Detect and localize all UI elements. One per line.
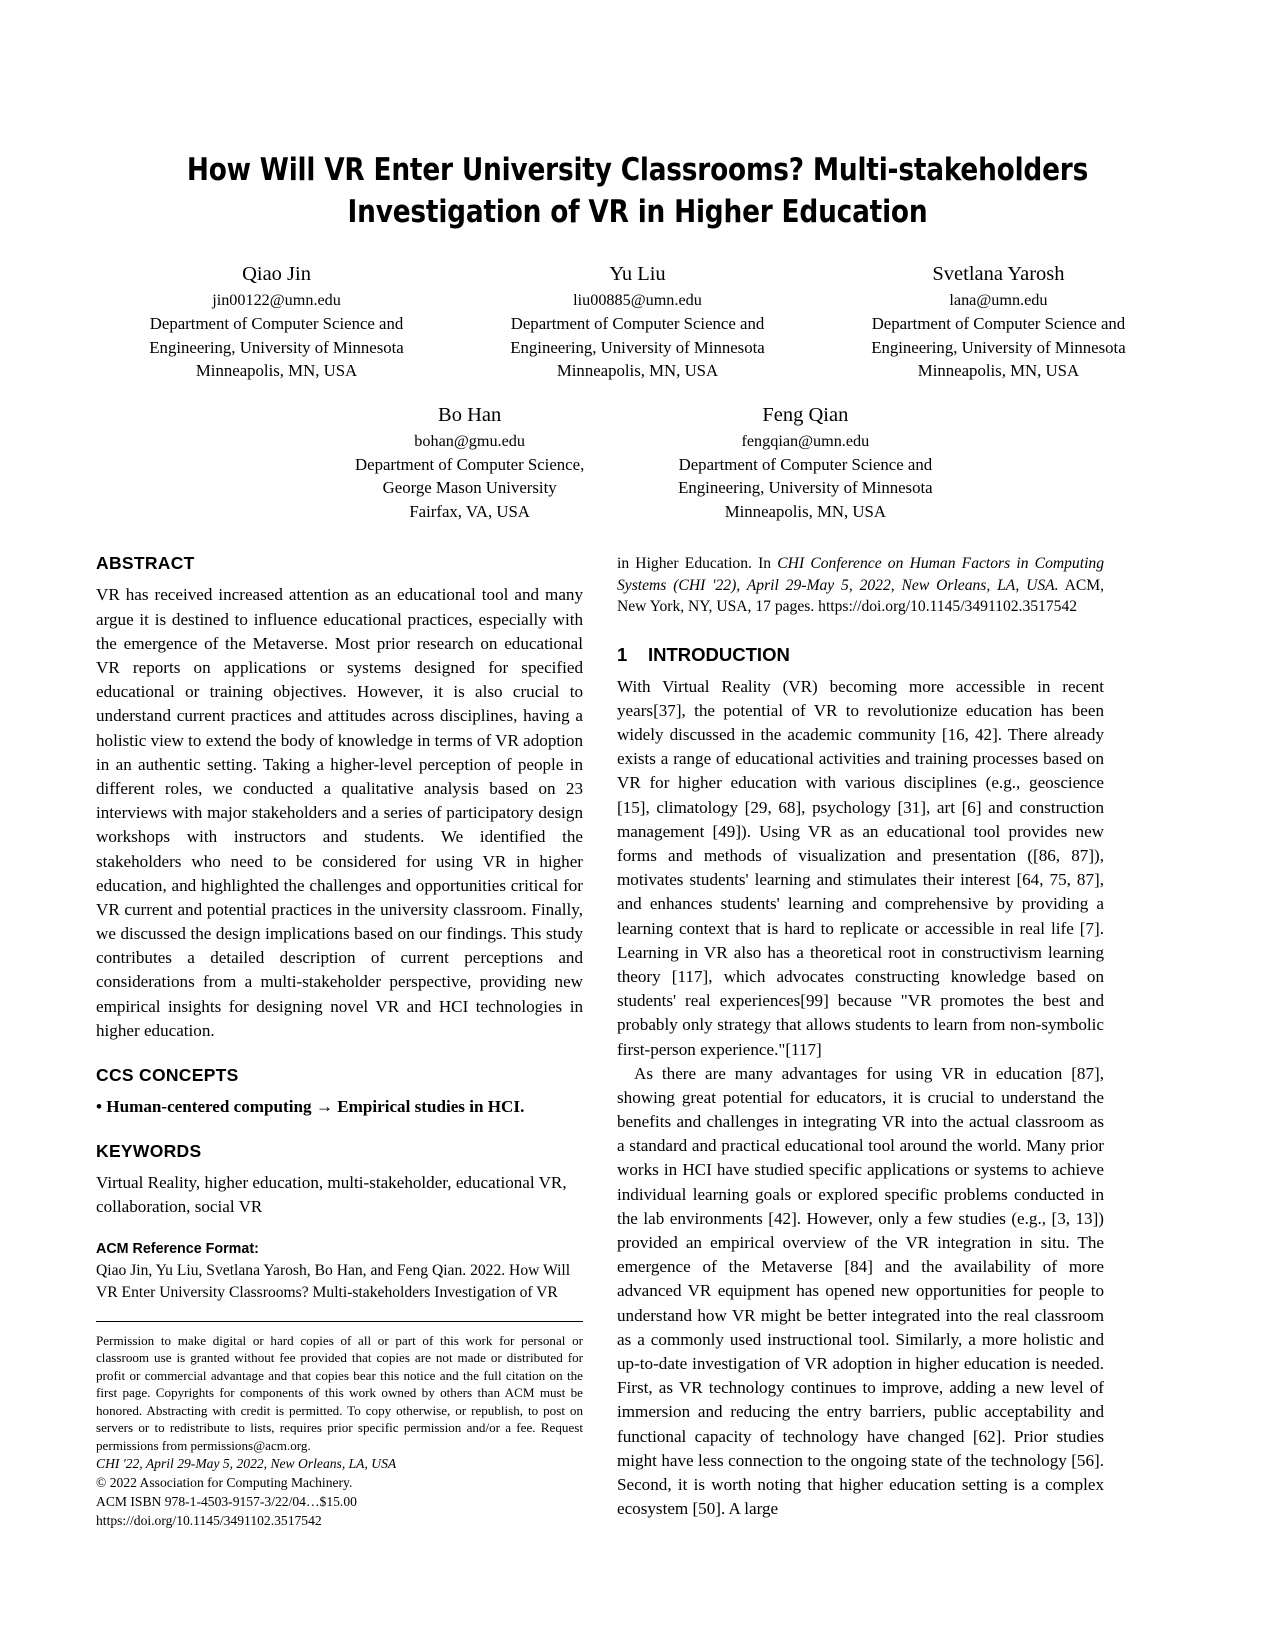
author-row-first xyxy=(96,260,1179,383)
ccs-subconcept: Empirical studies in HCI xyxy=(337,1097,521,1116)
author-block xyxy=(638,401,974,524)
acm-reference-text: Qiao Jin, Yu Liu, Svetlana Yarosh, Bo Han, and Feng Qian. 2022. How Will VR Enter University Classrooms? Multi-stakeholders Investigation of VR xyxy=(96,1262,571,1301)
ccs-concepts-line xyxy=(96,1095,583,1119)
body-columns xyxy=(96,553,1179,1530)
permission-notice: Permission to make digital or hard copies of all or part of this work for personal or classroom use is granted without fee provided that copies are not made or distributed for profit or commercial advantage and that copies bear this notice and the full citation on the first page. Copyrights for components of this work owned by others than ACM must be honored. Abstracting with credit is permitted. To copy otherwise, or republish, to post on servers or to redistribute to lists, requires prior specific permission and/or a fee. Request permissions from permissions@acm.org. xyxy=(96,1332,583,1453)
citation-prefix: in Higher Education. In xyxy=(617,555,778,573)
isbn-line: ACM ISBN 978-1-4503-9157-3/22/04…$15.00 xyxy=(96,1494,357,1510)
author-name: Bo Han xyxy=(438,403,502,426)
author-block xyxy=(302,401,638,524)
author-block xyxy=(96,260,457,383)
author-email[interactable]: liu00885@umn.edu xyxy=(573,291,702,310)
ccs-arrow-icon: → xyxy=(315,1097,333,1116)
right-column xyxy=(617,553,1104,1530)
author-affiliation-line: Department of Computer Science and xyxy=(510,314,765,334)
author-affiliation-line: Department of Computer Science and xyxy=(871,314,1126,334)
citation-venue: CHI Conference on Human Factors in Computing Systems (CHI '22), April 29-May 5, 2022, New Orleans, LA, USA. xyxy=(617,555,1104,594)
copyright-line: © 2022 Association for Computing Machinery. xyxy=(96,1475,353,1491)
author-email[interactable]: jin00122@umn.edu xyxy=(212,291,341,310)
author-email[interactable]: fengqian@umn.edu xyxy=(741,431,870,450)
author-affiliation-line: Department of Computer Science, xyxy=(355,454,585,474)
author-affiliation-line: Minneapolis, MN, USA xyxy=(724,501,886,521)
conference-line: CHI '22, April 29-May 5, 2022, New Orleans, LA, USA xyxy=(96,1456,397,1472)
author-affiliation-line: Engineering, University of Minnesota xyxy=(678,478,933,498)
left-column xyxy=(96,553,583,1530)
author-affiliation-line: Department of Computer Science and xyxy=(149,314,404,334)
section-title: INTRODUCTION xyxy=(648,643,790,665)
abstract-heading: ABSTRACT xyxy=(96,553,195,574)
author-block xyxy=(457,260,818,383)
ccs-concepts-heading: CCS CONCEPTS xyxy=(96,1065,239,1085)
page-title xyxy=(160,150,1115,234)
doi-link[interactable]: https://doi.org/10.1145/3491102.3517542 xyxy=(96,1513,322,1529)
ccs-concept: Human-centered computing xyxy=(106,1097,312,1116)
keywords-heading: KEYWORDS xyxy=(96,1141,202,1162)
introduction-heading xyxy=(617,644,1104,666)
author-affiliation-line: George Mason University xyxy=(382,478,557,498)
author-block xyxy=(818,260,1179,383)
citation-suffix: ACM, New York, NY, USA, 17 pages. https://doi.org/10.1145/3491102.3517542 xyxy=(617,576,1104,616)
author-affiliation-line: Engineering, University of Minnesota xyxy=(510,337,765,357)
author-affiliation-line: Fairfax, VA, USA xyxy=(409,501,530,521)
acm-reference-continuation xyxy=(617,553,1104,617)
author-name: Yu Liu xyxy=(609,262,666,285)
title-line-2: Investigation of VR in Higher Education xyxy=(347,193,928,230)
footnote-divider xyxy=(96,1321,583,1322)
author-name: Svetlana Yarosh xyxy=(932,262,1065,285)
section-number: 1 xyxy=(617,643,628,665)
author-affiliation-line: Minneapolis, MN, USA xyxy=(556,361,719,381)
author-affiliation-line: Engineering, University of Minnesota xyxy=(149,337,404,357)
ccs-period: . xyxy=(520,1097,525,1116)
ccs-bullet: • xyxy=(96,1097,102,1116)
author-affiliation-line: Minneapolis, MN, USA xyxy=(195,361,358,381)
introduction-paragraph-2: As there are many advantages for using VR in education [87], showing great potential for educators, it is crucial to understand the benefits and challenges in integrating VR into the actual classroom as a standard and practical educational tool around the world. Many prior works in HCI have studied specific applications or systems to achieve individual learning goals or explored specific problems conducted in the lab environments [42]. However, only a few studies (e.g., [3, 13]) provided an empirical overview of the VR integration in situ. The emergence of the Metaverse [84] and the availability of more advanced VR equipment has opened new opportunities for people to understand how VR might be better integrated into the real classroom as a commonly used instructional tool. Similarly, a more holistic and up-to-date investigation of VR adoption in higher education is needed. First, as VR technology continues to improve, adding a new level of immersion and reducing the entry barriers, public acceptability and functional capacity of technology have changed [62]. Prior studies might have less connection to the ongoing state of the technology [56]. Second, it is worth noting that higher education setting is a complex ecosystem [50]. A large xyxy=(617,1063,1104,1519)
author-affiliation-line: Engineering, University of Minnesota xyxy=(871,337,1126,357)
keywords-text: Virtual Reality, higher education, multi-stakeholder, educational VR, collaboration, social VR xyxy=(96,1173,567,1217)
author-affiliation-line: Department of Computer Science and xyxy=(678,454,933,474)
author-email[interactable]: lana@umn.edu xyxy=(949,291,1048,310)
author-name: Qiao Jin xyxy=(242,262,311,285)
author-name: Feng Qian xyxy=(762,403,849,426)
introduction-paragraph-1: With Virtual Reality (VR) becoming more accessible in recent years[37], the potential of VR to revolutionize education has been widely discussed in the academic community [16, 42]. There already exists a range of educational activities and training processes based on VR for higher education with various disciplines (e.g., geoscience [15], climatology [29, 68], psychology [31], art [6] and construction management [49]). Using VR as an educational tool provides new forms and methods of visualization and presentation ([86, 87]), motivates students' learning and stimulates their interest [64, 75, 87], and enhances students' learning and comprehensive by providing a learning context that is hard to replicate or accessible in real life [7]. Learning in VR also has a theoretical root in constructivism learning theory [117], which advocates constructing knowledge based on students' real experiences[99] because "VR promotes the best and probably only strategy that allows students to learn from non-symbolic first-person experience."[117] xyxy=(617,676,1104,1059)
abstract-text: VR has received increased attention as an educational tool and many argue it is destined to influence educational practices, especially with the emergence of the Metaverse. Most prior research on educational VR reports on applications or systems designed for specified educational or training objectives. However, it is also crucial to understand current practices and attitudes across disciplines, having a holistic view to extend the body of knowledge in terms of VR adoption in an authentic setting. Taking a higher-level perception of people in different roles, we conducted a qualitative analysis based on 23 interviews with major stakeholders and a series of participatory design workshops with instructors and students. We identified the stakeholders who need to be considered for using VR in higher education, and highlighted the challenges and opportunities critical for VR current and potential practices in the university classroom. Finally, we discussed the design implications based on our findings. This study contributes a detailed description of current perceptions and considerations from a multi-stakeholder perspective, providing new empirical insights for designing novel VR and HCI technologies in higher education. xyxy=(96,585,583,1040)
author-email[interactable]: bohan@gmu.edu xyxy=(414,431,525,450)
acm-reference-heading: ACM Reference Format: xyxy=(96,1240,259,1257)
title-line-1: How Will VR Enter University Classrooms? Multi-stakeholders xyxy=(186,152,1089,188)
author-affiliation-line: Minneapolis, MN, USA xyxy=(917,361,1080,381)
author-row-second xyxy=(96,401,1179,524)
